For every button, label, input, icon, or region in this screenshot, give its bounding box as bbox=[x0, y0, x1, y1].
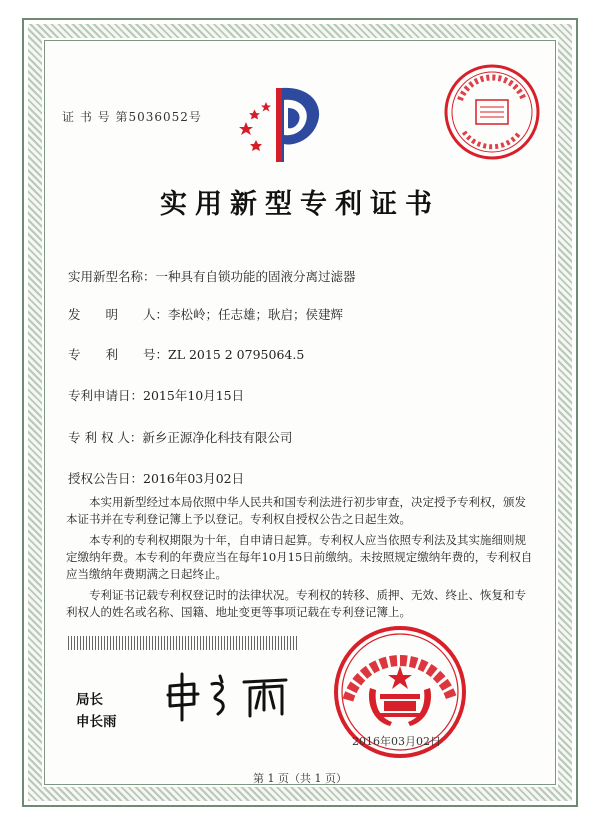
page-number: 第 1 页（共 1 页） bbox=[253, 772, 347, 785]
inventor-label: 发 明 人： bbox=[68, 307, 169, 322]
patentee-row bbox=[68, 428, 292, 446]
utility-model-name-label: 实用新型名称： bbox=[68, 269, 156, 284]
patent-number-row bbox=[68, 345, 304, 363]
grant-date-row bbox=[68, 469, 244, 487]
certificate-title: 实用新型专利证书 bbox=[160, 189, 440, 220]
patentee-value: 新乡正源净化科技有限公司 bbox=[142, 430, 293, 445]
grant-date-label: 授权公告日： bbox=[68, 471, 144, 486]
patent-office-logo bbox=[232, 78, 332, 170]
certificate-number bbox=[62, 108, 202, 125]
director-name: 申长雨 bbox=[76, 714, 117, 730]
inventor-value: 李松岭；任志雄；耿启；侯建辉 bbox=[168, 307, 344, 322]
certificate-number-label: 证 书 号 bbox=[62, 110, 111, 124]
body-paragraph-2: 本专利的专利权期限为十年，自申请日起算。专利权人应当依照专利法及其实施细则规定缴纳年费。本专利的年费应当在每年10月15日前缴纳。未按照规定缴纳年费的，专利权自应当缴纳年费期满之日起终止。 bbox=[66, 533, 533, 581]
filing-date-value: 2015年10月15日 bbox=[143, 388, 245, 403]
filing-date-label: 专利申请日： bbox=[68, 388, 144, 403]
patentee-label: 专 利 权 人： bbox=[68, 430, 143, 445]
director-title: 局长 bbox=[76, 692, 103, 708]
seal-date: 2016年03月02日 bbox=[352, 735, 441, 748]
handwritten-signature bbox=[160, 664, 300, 724]
inventor-row bbox=[68, 305, 343, 323]
official-seal-small bbox=[440, 60, 544, 164]
patent-number-value: ZL 2015 2 0795064.5 bbox=[168, 347, 305, 362]
body-paragraph-3: 专利证书记载专利权登记时的法律状况。专利权的转移、质押、无效、终止、恢复和专利权人的姓名或名称、国籍、地址变更等事项记载在专利登记簿上。 bbox=[66, 588, 526, 619]
utility-model-name-row bbox=[68, 267, 356, 285]
grant-date-value: 2016年03月02日 bbox=[143, 471, 245, 486]
certificate-number-value: 第5036052号 bbox=[115, 110, 202, 124]
body-paragraph-1: 本实用新型经过本局依照中华人民共和国专利法进行初步审查，决定授予专利权，颁发本证书并在专利登记簿上予以登记。专利权自授权公告之日起生效。 bbox=[66, 495, 526, 526]
barcode-strip bbox=[68, 636, 298, 650]
patent-number-label: 专 利 号： bbox=[68, 347, 169, 362]
utility-model-name-value: 一种具有自锁功能的固液分离过滤器 bbox=[155, 269, 356, 284]
filing-date-row bbox=[68, 386, 244, 404]
